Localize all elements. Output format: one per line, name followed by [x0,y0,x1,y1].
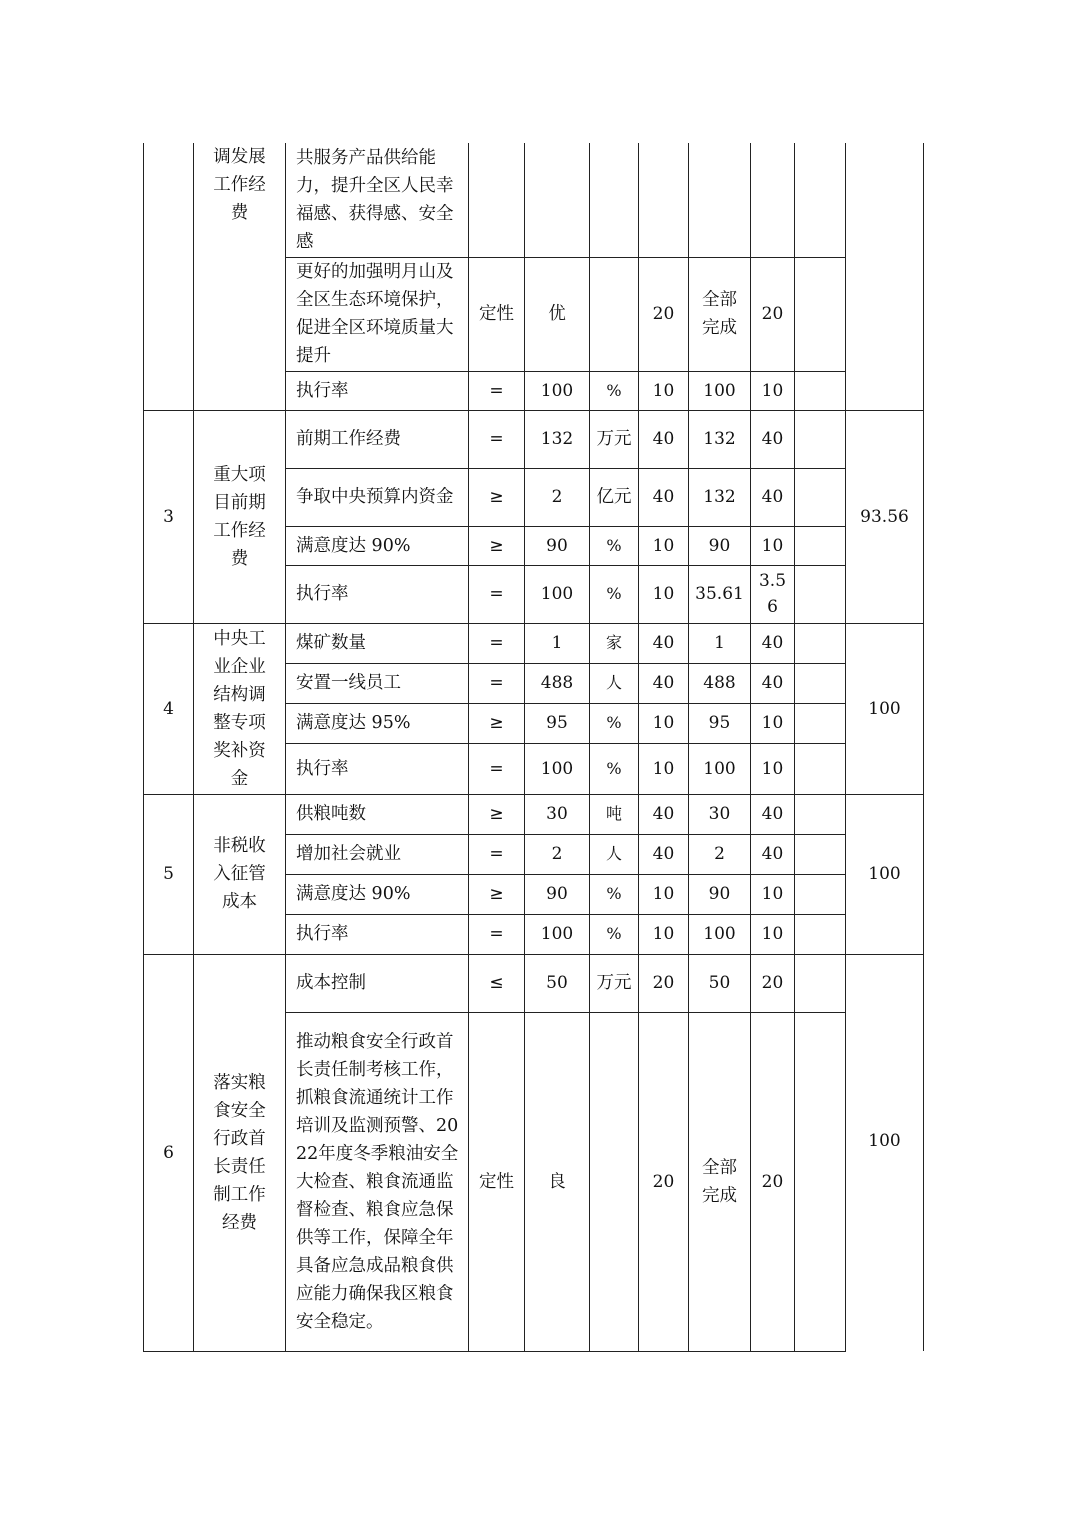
unit-cell: 亿元 [590,468,639,526]
weight-cell: 40 [639,410,689,468]
actual-cell: 30 [689,794,751,834]
note-cell [795,143,846,257]
weight-cell: 10 [639,874,689,914]
target-cell: 132 [525,410,590,468]
actual-cell [689,143,751,257]
project-number-cell: 6 [144,954,194,1351]
operator-cell: ≤ [469,954,525,1012]
indicator-cell: 满意度达 95% [286,703,469,743]
weight-cell: 10 [639,371,689,410]
operator-cell: ≥ [469,703,525,743]
unit-cell: 万元 [590,410,639,468]
weight-cell: 40 [639,623,689,663]
score-cell: 10 [751,914,795,954]
target-cell: 95 [525,703,590,743]
operator-cell: ≥ [469,794,525,834]
unit-cell: 吨 [590,794,639,834]
target-cell: 2 [525,468,590,526]
unit-cell: % [590,565,639,623]
indicator-cell: 满意度达 90% [286,526,469,565]
score-cell: 10 [751,526,795,565]
operator-cell: = [469,623,525,663]
target-cell: 30 [525,794,590,834]
unit-cell [590,143,639,257]
operator-cell: = [469,410,525,468]
unit-cell: 人 [590,834,639,874]
note-cell [795,371,846,410]
weight-cell: 10 [639,703,689,743]
unit-cell: % [590,703,639,743]
operator-cell: 定性 [469,257,525,371]
score-cell [751,143,795,257]
indicator-cell: 执行率 [286,565,469,623]
operator-cell: = [469,834,525,874]
total-score-cell [846,143,924,410]
score-cell: 40 [751,623,795,663]
note-cell [795,1012,846,1351]
target-cell: 488 [525,663,590,703]
total-score-cell: 100 [846,794,924,954]
note-cell [795,794,846,834]
operator-cell: ≥ [469,468,525,526]
table-row [144,794,924,834]
actual-cell: 132 [689,468,751,526]
actual-cell: 488 [689,663,751,703]
actual-cell: 100 [689,743,751,794]
indicator-cell: 成本控制 [286,954,469,1012]
note-cell [795,954,846,1012]
weight-cell [639,143,689,257]
target-cell: 1 [525,623,590,663]
target-cell: 良 [525,1012,590,1351]
actual-cell: 35.61 [689,565,751,623]
weight-cell: 20 [639,954,689,1012]
unit-cell [590,1012,639,1351]
note-cell [795,623,846,663]
weight-cell: 10 [639,914,689,954]
target-cell [525,143,590,257]
operator-cell: ≥ [469,874,525,914]
table-row [144,143,924,257]
weight-cell: 10 [639,743,689,794]
indicator-cell: 推动粮食安全行政首长责任制考核工作，抓粮食流通统计工作培训及监测预警、2022年度冬季粮油安全大检查、粮食流通监督检查、粮食应急保供等工作，保障全年具备应急成品粮食供应能力确保我区粮食安全稳定。 [286,1012,469,1351]
target-cell: 100 [525,371,590,410]
actual-cell: 100 [689,914,751,954]
score-cell: 20 [751,954,795,1012]
actual-cell: 2 [689,834,751,874]
operator-cell: = [469,371,525,410]
score-cell: 40 [751,410,795,468]
indicator-cell: 安置一线员工 [286,663,469,703]
note-cell [795,703,846,743]
score-cell: 40 [751,834,795,874]
score-cell: 40 [751,663,795,703]
operator-cell: ≥ [469,526,525,565]
project-number-cell: 5 [144,794,194,954]
target-cell: 90 [525,526,590,565]
note-cell [795,743,846,794]
score-cell: 40 [751,468,795,526]
indicator-cell: 更好的加强明月山及全区生态环境保护，促进全区环境质量大提升 [286,257,469,371]
indicator-cell: 共服务产品供给能力，提升全区人民幸福感、获得感、安全感 [286,143,469,257]
target-cell: 100 [525,914,590,954]
project-number-cell: 3 [144,410,194,623]
unit-cell: % [590,874,639,914]
indicator-cell: 前期工作经费 [286,410,469,468]
indicator-cell: 执行率 [286,371,469,410]
target-cell: 50 [525,954,590,1012]
total-score-cell: 93.56 [846,410,924,623]
score-cell: 10 [751,703,795,743]
score-cell: 10 [751,371,795,410]
score-cell: 20 [751,257,795,371]
actual-cell: 全部完成 [689,1012,751,1351]
operator-cell: = [469,565,525,623]
actual-cell: 132 [689,410,751,468]
operator-cell [469,143,525,257]
note-cell [795,257,846,371]
table-row [144,623,924,663]
indicator-cell: 满意度达 90% [286,874,469,914]
unit-cell: 万元 [590,954,639,1012]
unit-cell: % [590,371,639,410]
operator-cell: = [469,743,525,794]
unit-cell: 人 [590,663,639,703]
unit-cell: 家 [590,623,639,663]
operator-cell: = [469,914,525,954]
note-cell [795,914,846,954]
total-score-cell: 100 [846,954,924,1351]
project-number-cell [144,143,194,410]
note-cell [795,468,846,526]
target-cell: 优 [525,257,590,371]
weight-cell: 40 [639,794,689,834]
actual-cell: 90 [689,526,751,565]
unit-cell: % [590,743,639,794]
target-cell: 2 [525,834,590,874]
actual-cell: 90 [689,874,751,914]
operator-cell: = [469,663,525,703]
score-cell: 40 [751,794,795,834]
performance-table [143,143,924,1352]
actual-cell: 50 [689,954,751,1012]
note-cell [795,565,846,623]
unit-cell: % [590,914,639,954]
target-cell: 100 [525,565,590,623]
project-number-cell: 4 [144,623,194,794]
note-cell [795,834,846,874]
indicator-cell: 执行率 [286,914,469,954]
actual-cell: 全部完成 [689,257,751,371]
weight-cell: 40 [639,663,689,703]
note-cell [795,874,846,914]
target-cell: 90 [525,874,590,914]
weight-cell: 10 [639,565,689,623]
score-cell: 10 [751,743,795,794]
project-name-cell: 中央工业企业结构调整专项奖补资金 [194,623,286,794]
weight-cell: 10 [639,526,689,565]
weight-cell: 40 [639,834,689,874]
total-score-cell: 100 [846,623,924,794]
indicator-cell: 煤矿数量 [286,623,469,663]
actual-cell: 1 [689,623,751,663]
unit-cell: % [590,526,639,565]
operator-cell: 定性 [469,1012,525,1351]
indicator-cell: 争取中央预算内资金 [286,468,469,526]
target-cell: 100 [525,743,590,794]
project-name-cell: 落实粮食安全行政首长责任制工作经费 [194,954,286,1351]
note-cell [795,526,846,565]
project-name-cell: 调发展工作经费 [194,143,286,410]
table-row [144,410,924,468]
indicator-cell: 增加社会就业 [286,834,469,874]
project-name-cell: 重大项目前期工作经费 [194,410,286,623]
project-name-cell: 非税收入征管成本 [194,794,286,954]
note-cell [795,410,846,468]
indicator-cell: 供粮吨数 [286,794,469,834]
score-cell: 3.56 [751,565,795,623]
table-row [144,954,924,1012]
note-cell [795,663,846,703]
weight-cell: 20 [639,1012,689,1351]
weight-cell: 20 [639,257,689,371]
actual-cell: 100 [689,371,751,410]
actual-cell: 95 [689,703,751,743]
score-cell: 20 [751,1012,795,1351]
score-cell: 10 [751,874,795,914]
indicator-cell: 执行率 [286,743,469,794]
unit-cell [590,257,639,371]
weight-cell: 40 [639,468,689,526]
